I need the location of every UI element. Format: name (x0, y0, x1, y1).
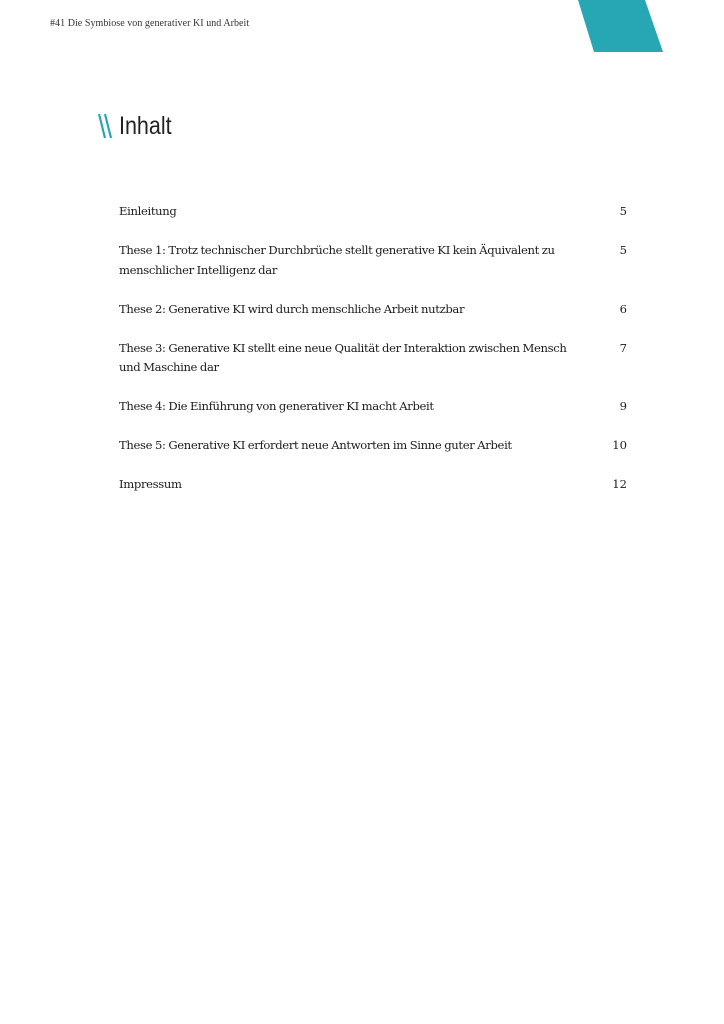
toc-entry-einleitung[interactable] (119, 202, 627, 222)
toc-entry-these-2[interactable] (119, 300, 627, 320)
toc-entry-title[interactable]: These 2: Generative KI wird durch menschliche Arbeit nutzbar (119, 301, 465, 316)
toc-entry-title[interactable]: Einleitung (119, 204, 177, 218)
corner-tab-decoration (578, 0, 663, 52)
section-heading (97, 113, 180, 139)
toc-entry-page[interactable]: 10 (612, 438, 627, 452)
toc-entry-title[interactable]: These 3: Generative KI stellt eine neue Qualität der Interaktion zwischen Mensch und Maschine dar (119, 340, 567, 374)
toc-entry-page[interactable]: 12 (612, 477, 627, 491)
double-slash-icon (97, 113, 117, 139)
toc-entry-title[interactable]: Impressum (119, 477, 182, 491)
toc-entry-title[interactable]: These 4: Die Einführung von generativer KI macht Arbeit (119, 399, 434, 413)
running-header: #41 Die Symbiose von generativer KI und Arbeit (50, 18, 250, 29)
toc-entry-page[interactable]: 5 (619, 204, 627, 218)
toc-entry-these-1[interactable] (119, 241, 627, 280)
toc-entry-impressum[interactable] (119, 475, 627, 495)
toc-entry-page[interactable]: 5 (619, 243, 627, 257)
toc-entry-these-4[interactable] (119, 397, 627, 417)
toc-entry-page[interactable]: 6 (619, 301, 627, 316)
page-title: Inhalt (119, 112, 172, 140)
toc-entry-these-3[interactable] (119, 339, 627, 378)
toc-entry-page[interactable]: 7 (619, 340, 627, 355)
table-of-contents (119, 202, 627, 514)
toc-entry-page[interactable]: 9 (619, 399, 627, 413)
toc-entry-title[interactable]: These 5: Generative KI erfordert neue Antworten im Sinne guter Arbeit (119, 438, 512, 452)
toc-entry-title[interactable]: These 1: Trotz technischer Durchbrüche stellt generative KI kein Äquivalent zu menschlicher Intelligenz dar (119, 243, 555, 277)
toc-entry-these-5[interactable] (119, 436, 627, 456)
